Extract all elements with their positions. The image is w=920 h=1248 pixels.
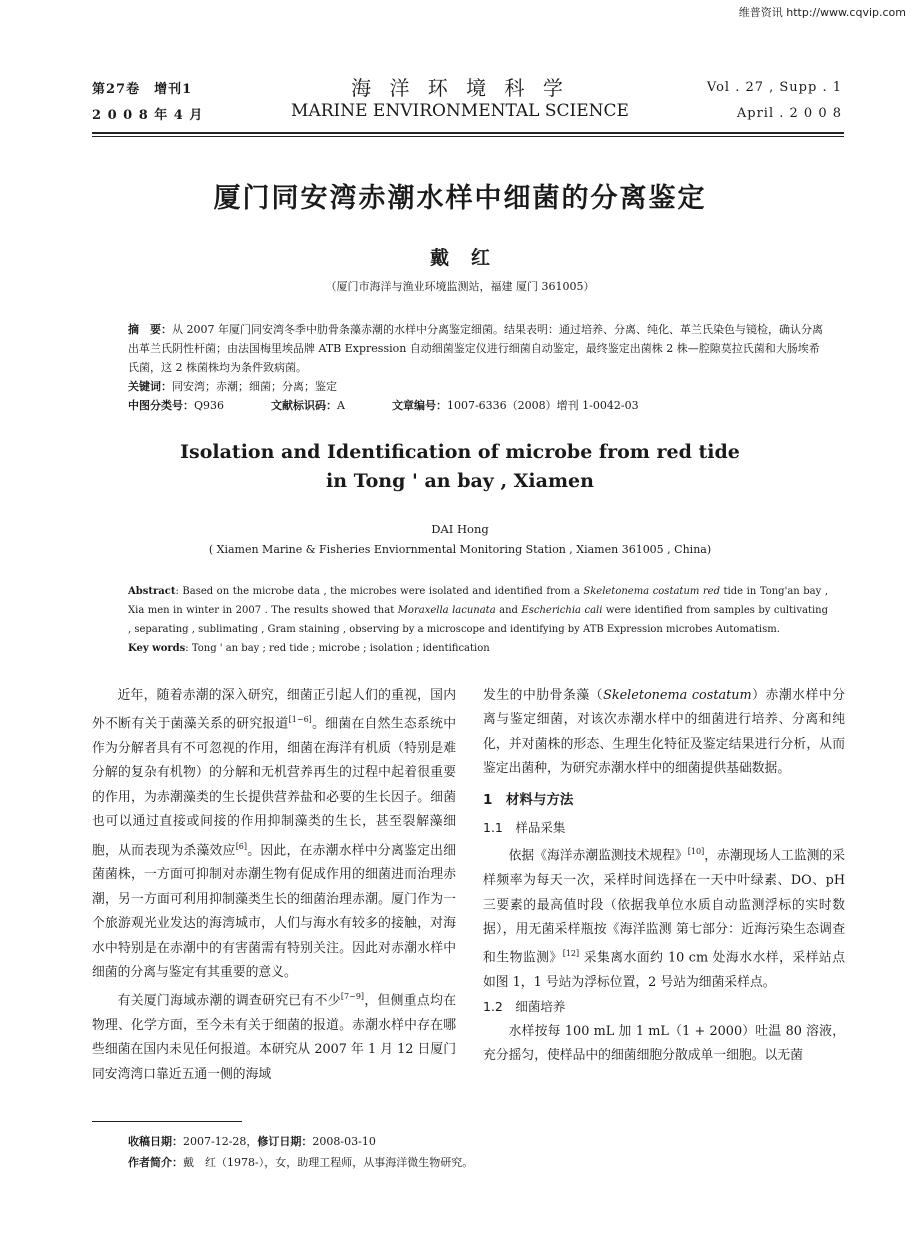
left-column bbox=[92, 684, 456, 1087]
species-name: Skeletonema costatum bbox=[603, 688, 752, 703]
subsection-heading-1-1: 1.1 样品采集 bbox=[483, 820, 566, 836]
abstract-en-text-4: were identified from samples by cultivating , separating , sublimating , Gram staining , observing by a microscope and identifying by ATB Expression microbes Automatism. bbox=[128, 605, 828, 635]
journal-name-en: MARINE ENVIRONMENTAL SCIENCE bbox=[291, 101, 629, 121]
citation: [12] bbox=[562, 949, 580, 959]
abstract-en-text-1: : Based on the microbe data , the microbes were isolated and identified from a bbox=[175, 586, 584, 597]
doc-code-label: 文献标识码： bbox=[271, 399, 338, 412]
bio-text: 戴 红（1978-），女，助理工程师，从事海洋微生物研究。 bbox=[183, 1156, 474, 1169]
footnote-dates bbox=[128, 1133, 376, 1149]
volume-zh: 第27卷 增刊1 bbox=[92, 82, 193, 97]
text-span: 近年，随着赤潮的深入研究，细菌正引起人们的重视，国内外不断有关于菌藻关系的研究报道 bbox=[92, 688, 456, 732]
subsection-heading-1-2: 1.2 细菌培养 bbox=[483, 999, 566, 1015]
title-zh: 厦门同安湾赤潮水样中细菌的分离鉴定 bbox=[213, 183, 707, 214]
keywords-en-label: Key words bbox=[128, 643, 186, 654]
paragraph-sampling bbox=[483, 840, 845, 995]
affiliation-zh: （厦门市海洋与渔业环境监测站，福建 厦门 361005） bbox=[325, 280, 595, 293]
date-zh: 2 0 0 8 年 4 月 bbox=[92, 108, 204, 123]
revised-label: 修订日期： bbox=[257, 1135, 313, 1148]
text-span: ，但侧重点均在物理、化学方面，至今未有关于细菌的报道。赤潮水样中存在哪些细菌在国内未见任何报道。本研究从 2007 年 1 月 12 日厦门同安湾湾口靠近五通一侧的海域 bbox=[92, 993, 457, 1082]
footnote-author-bio bbox=[128, 1154, 473, 1170]
doc-code-value: A bbox=[337, 399, 345, 412]
clc-value: Q936 bbox=[194, 399, 225, 412]
text-span: 有关厦门海域赤潮的调查研究已有不少 bbox=[117, 993, 341, 1009]
watermark: 维普资讯 http://www.cqvip.com bbox=[738, 6, 906, 19]
revised-date: 2008-03-10 bbox=[312, 1135, 376, 1148]
citation: [6] bbox=[235, 841, 248, 851]
text-span: 依据《海洋赤潮监测技术规程》 bbox=[508, 848, 688, 864]
paragraph-intro-1 bbox=[92, 684, 456, 985]
abstract-zh-text: 从 2007 年厦门同安湾冬季中肋骨条藻赤潮的水样中分离鉴定细菌。结果表明：通过培养、分离、纯化、革兰氏染色与镜检，确认分离出革兰氏阴性杆菌；由法国梅里埃品牌 ATB Expression 自动细菌鉴定仪进行细菌自动鉴定，最终鉴定出菌株 2 株—腔隙莫拉氏菌和大肠埃希氏菌，这 2 株菌株均为条件致病菌。 bbox=[128, 323, 823, 374]
abstract-zh-label: 摘 要： bbox=[128, 323, 172, 336]
text-span: ，赤潮现场人工监测的采样频率为每天一次，采样时间选择在一天中叶绿素、DO、pH 三要素的最高值时段（依据我单位水质自动监测浮标的实时数据），用无菌采样瓶按《海洋监测 第七部分：近海污染生态调查和生物监测》 bbox=[483, 848, 846, 966]
header-rule-thin bbox=[92, 136, 844, 137]
classification-line bbox=[128, 396, 828, 415]
text-span: 发生的中肋骨条藻（ bbox=[483, 688, 604, 703]
received-label: 收稿日期： bbox=[128, 1135, 183, 1148]
keywords-zh-label: 关键词： bbox=[128, 380, 172, 393]
abstract-en bbox=[128, 582, 828, 658]
article-no-label: 文章编号： bbox=[391, 399, 447, 412]
bio-label: 作者简介： bbox=[128, 1156, 183, 1169]
text-span: 采集离水面约 10 cm 处海水水样，采样站点如图 1，1 号站为浮标位置，2 号站为细菌采样点。 bbox=[483, 950, 846, 990]
text-span: ）赤潮水样中分离与鉴定细菌，对该次赤潮水样中的细菌进行培养、分离和纯化，并对菌株的形态、生理生化特征及鉴定结果进行分析，从而鉴定出菌种，为研究赤潮水样中的细菌提供基础数据。 bbox=[483, 688, 846, 777]
citation: [1~6] bbox=[288, 715, 312, 725]
title-en-line2: in Tong ' an bay , Xiamen bbox=[326, 470, 594, 492]
species-name-1: Skeletonema costatum red bbox=[583, 586, 721, 597]
keywords-zh-text: 同安湾；赤潮；细菌；分离；鉴定 bbox=[172, 380, 337, 393]
received-date: 2007-12-28， bbox=[183, 1135, 258, 1148]
paragraph-culture: 水样按每 100 mL 加 1 mL（1 + 2000）吐温 80 溶液，充分摇匀，使样品中的细菌细胞分散成单一细胞。以无菌 bbox=[483, 1023, 845, 1064]
species-name-2: Moraxella lacunata bbox=[397, 605, 496, 616]
abstract-en-text-3: and bbox=[495, 605, 522, 616]
paragraph-intro-2 bbox=[92, 985, 456, 1087]
journal-name-zh: 海 洋 环 境 科 学 bbox=[351, 76, 569, 100]
author-zh: 戴红 bbox=[429, 247, 512, 269]
author-en: DAI Hong bbox=[431, 522, 489, 536]
citation: [7~9] bbox=[340, 992, 365, 1002]
abstract-en-label: Abstract bbox=[128, 586, 176, 597]
keywords-zh bbox=[128, 377, 828, 396]
clc-label: 中图分类号： bbox=[128, 399, 194, 412]
date-en: April . 2 0 0 8 bbox=[736, 106, 842, 121]
citation: [10] bbox=[687, 847, 705, 857]
abstract-zh bbox=[128, 320, 828, 377]
article-no-value: 1007-6336（2008）增刊 1-0042-03 bbox=[446, 399, 639, 412]
footnote-rule bbox=[92, 1121, 242, 1122]
species-name-3: Escherichia cali bbox=[521, 605, 603, 616]
abstract-en-text-2: tide in Tong'an bay , Xia men in winter in 2007 . The results showed that bbox=[128, 586, 829, 616]
affiliation-en: ( Xiamen Marine & Fisheries Enviornmental Monitoring Station , Xiamen 361005 , China) bbox=[208, 543, 712, 556]
header-rule bbox=[92, 132, 844, 134]
paragraph-intro-cont bbox=[483, 684, 845, 782]
text-span: 。细菌在自然生态系统中作为分解者具有不可忽视的作用，细菌在海洋有机质（特别是难分解的复杂有机物）的分解和无机营养再生的过程中起着很重要的作用，为赤潮藻类的生长提供营养盐和必要的生长因子。细菌也可以通过直接或间接的作用抑制藻类的生长，甚至裂解藻细胞，从而表现为杀藻效应 bbox=[92, 716, 457, 858]
keywords-en-text: : Tong ' an bay ; red tide ; microbe ; isolation ; identification bbox=[185, 643, 490, 654]
volume-en: Vol . 27 , Supp . 1 bbox=[706, 80, 842, 95]
title-en-line1: Isolation and Identification of microbe from red tide bbox=[180, 441, 740, 463]
text-span: 。因此，在赤潮水样中分离鉴定出细菌菌株，一方面可抑制对赤潮生物有促成作用的细菌进而治理赤潮，另一方面可利用抑制藻类生长的细菌治理赤潮。厦门作为一个旅游观光业发达的海湾城市，人们与海水有较多的接触，对海水中特别是在赤潮中的有害菌需有特别关注。因此对赤潮水样中细菌的分离与鉴定有其重要的意义。 bbox=[92, 842, 457, 980]
section-heading-1: 1 材料与方法 bbox=[483, 791, 574, 808]
right-column bbox=[483, 684, 845, 1069]
